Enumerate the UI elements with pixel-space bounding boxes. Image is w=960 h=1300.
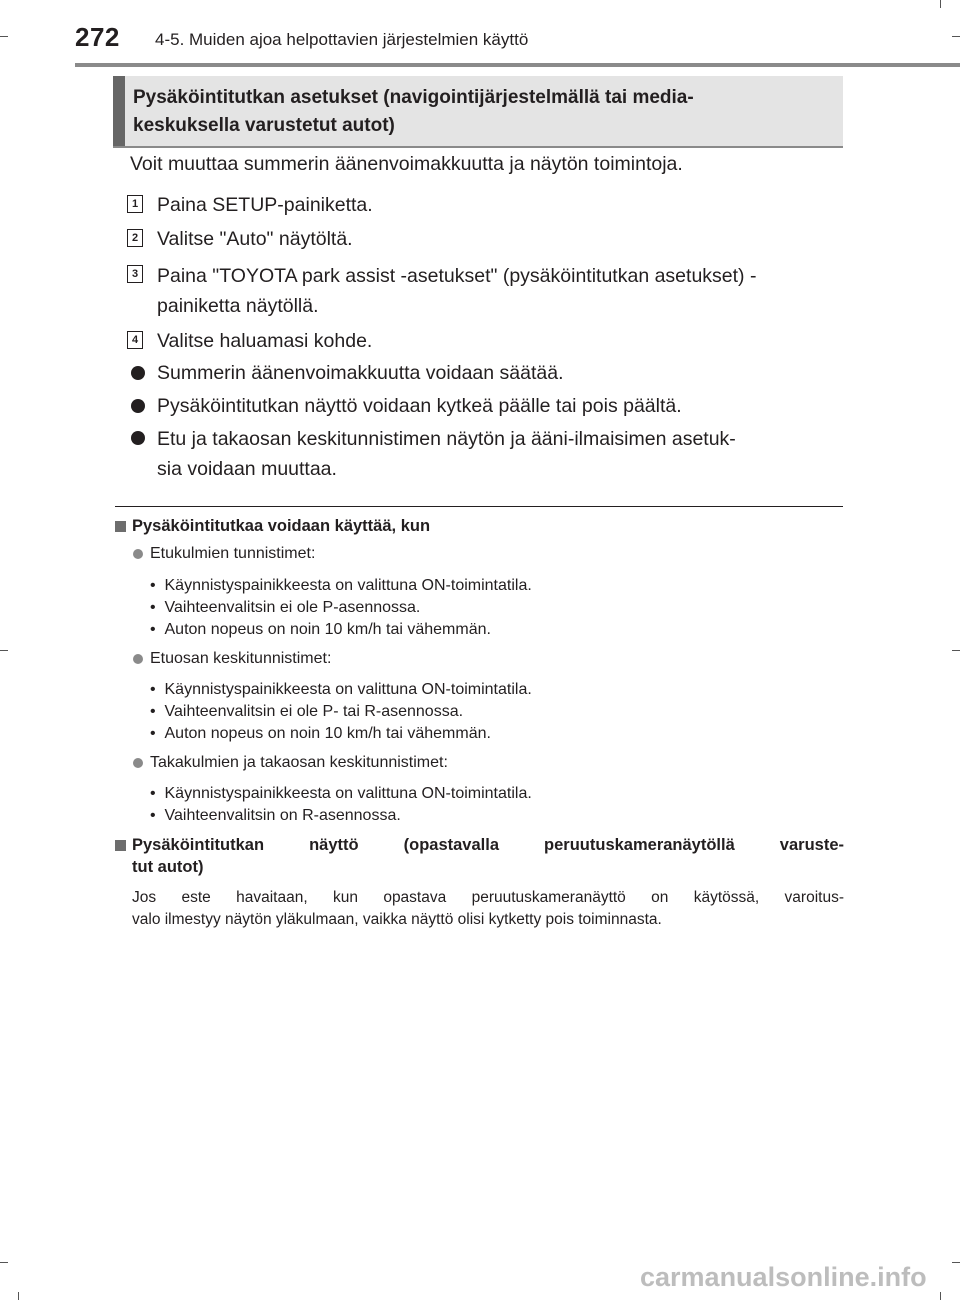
step-3-text <box>157 262 847 322</box>
crop-mark <box>0 650 8 651</box>
step-number-1: 1 <box>127 195 143 213</box>
step-4-text: Valitse haluamasi kohde. <box>157 330 373 352</box>
note-heading-2 <box>132 834 844 878</box>
group-items <box>150 575 532 641</box>
step-2-text: Valitse "Auto" näytöltä. <box>157 228 353 250</box>
crop-mark <box>18 1292 19 1300</box>
step-number-3: 3 <box>127 265 143 283</box>
bullet-icon <box>131 399 145 413</box>
section-heading-box <box>113 76 843 148</box>
section-divider <box>115 506 843 507</box>
list-item: • Vaihteenvalitsin ei ole P-asennossa. <box>150 599 421 616</box>
crop-mark <box>940 0 941 8</box>
note-heading-2-line2: tut autot) <box>132 858 204 876</box>
circle-bullet-icon <box>133 549 143 559</box>
crop-mark <box>0 36 8 37</box>
note-heading-2-line1: Pysäköintitutkan näyttö (opastavalla peruutuskameranäytöllä varuste- <box>132 836 844 854</box>
step-1-text: Paina SETUP-painiketta. <box>157 194 373 216</box>
bullet-icon <box>131 366 145 380</box>
crop-mark <box>952 650 960 651</box>
section-heading <box>133 84 829 140</box>
section-heading-line1: Pysäköintitutkan asetukset (navigointijärjestelmällä tai media- <box>133 87 694 108</box>
page-number: 272 <box>75 22 120 52</box>
step-3-line1: Paina "TOYOTA park assist -asetukset" (pysäköintitutkan asetukset) - <box>157 265 757 287</box>
intro-text: Voit muuttaa summerin äänenvoimakkuutta ja näytön toimintoja. <box>130 153 683 175</box>
bullet-3-line2: sia voidaan muuttaa. <box>157 458 337 480</box>
group-items <box>150 679 532 745</box>
section-title: 4-5. Muiden ajoa helpottavien järjestelmien käyttö <box>155 30 529 49</box>
bullet-3-text <box>157 425 847 485</box>
note-body-line2: valo ilmestyy näytön yläkulmaan, vaikka näyttö olisi kytketty pois toiminnasta. <box>132 911 662 928</box>
list-item: • Vaihteenvalitsin on R-asennossa. <box>150 807 401 824</box>
group-title: Etuosan keskitunnistimet: <box>150 650 332 667</box>
step-3-line2: painiketta näytöllä. <box>157 295 319 317</box>
section-heading-line2: keskuksella varustetut autot) <box>133 115 395 136</box>
bullet-3-line1: Etu ja takaosan keskitunnistimen näytön ja ääni-ilmaisimen asetuk- <box>157 428 736 450</box>
step-number-4: 4 <box>127 331 143 349</box>
circle-bullet-icon <box>133 758 143 768</box>
group-title: Etukulmien tunnistimet: <box>150 545 316 562</box>
note-body <box>132 887 844 931</box>
crop-mark <box>940 1292 941 1300</box>
square-bullet-icon <box>115 840 126 851</box>
list-item: • Auton nopeus on noin 10 km/h tai vähemmän. <box>150 621 491 638</box>
group-title: Takakulmien ja takaosan keskitunnistimet: <box>150 754 448 771</box>
bullet-icon <box>131 431 145 445</box>
list-item: • Käynnistyspainikkeesta on valittuna ON-toimintatila. <box>150 681 532 698</box>
heading-accent-bar <box>113 76 125 146</box>
group-items <box>150 783 532 827</box>
note-heading-1: Pysäköintitutkaa voidaan käyttää, kun <box>132 517 431 535</box>
list-item: • Auton nopeus on noin 10 km/h tai vähemmän. <box>150 725 491 742</box>
note-body-line1: Jos este havaitaan, kun opastava peruutuskameranäyttö on käytössä, varoitus- <box>132 889 844 906</box>
crop-mark <box>952 1262 960 1263</box>
header-rule <box>75 63 960 67</box>
watermark: carmanualsonline.info <box>640 1262 927 1292</box>
list-item: • Käynnistyspainikkeesta on valittuna ON-toimintatila. <box>150 577 532 594</box>
bullet-2-text: Pysäköintitutkan näyttö voidaan kytkeä päälle tai pois päältä. <box>157 395 682 417</box>
crop-mark <box>952 36 960 37</box>
bullet-1-text: Summerin äänenvoimakkuutta voidaan säätää. <box>157 362 564 384</box>
list-item: • Vaihteenvalitsin ei ole P- tai R-asennossa. <box>150 703 464 720</box>
step-number-2: 2 <box>127 229 143 247</box>
square-bullet-icon <box>115 521 126 532</box>
crop-mark <box>0 1262 8 1263</box>
list-item: • Käynnistyspainikkeesta on valittuna ON-toimintatila. <box>150 785 532 802</box>
circle-bullet-icon <box>133 654 143 664</box>
